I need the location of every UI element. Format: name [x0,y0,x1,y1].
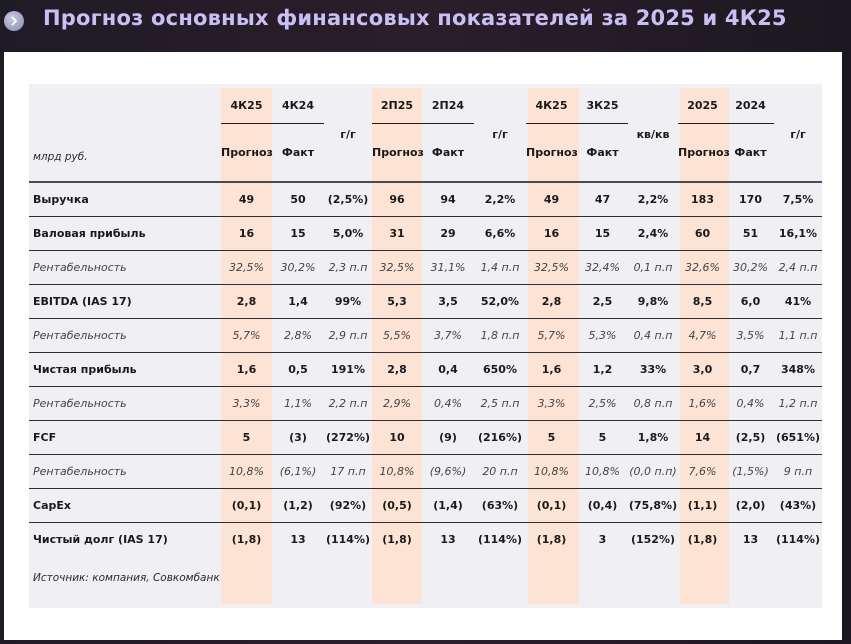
table-cell: 2,9% [372,387,422,421]
table-cell: (0,5) [372,489,422,523]
table-cell: 3,5 [422,285,474,319]
table-cell: 5,3 [372,285,422,319]
table-cell: 0,4 п.п [628,319,678,353]
table-cell: 1,4 [272,285,324,319]
table-cell: (9,6%) [422,455,474,489]
table-cell: 9 п.п [774,455,822,489]
table-cell: 2,2% [628,182,678,217]
table-cell: (75,8%) [628,489,678,523]
table-cell: 1,1 п.п [774,319,822,353]
col-header-period: 2024 [727,88,774,124]
table-body [29,182,822,556]
table-cell: 5 [526,421,577,455]
col-header-change: г/г [340,128,356,141]
col-header-period: 2П25 [372,88,422,124]
col-header-change: г/г [492,128,508,141]
table-cell: 2,9 п.п [324,319,372,353]
table-cell: 2,8 [526,285,577,319]
table-cell: 8,5 [678,285,727,319]
content-card [4,52,842,640]
table-cell: 3,7% [422,319,474,353]
table-row [29,421,822,455]
table-cell: (6,1%) [272,455,324,489]
table-cell: 10 [372,421,422,455]
table-cell: 5,3% [577,319,628,353]
table-cell: 50 [272,182,324,217]
row-label: Рентабельность [29,455,221,489]
table-row [29,489,822,523]
table-cell: 1,2 [577,353,628,387]
table-cell: 1,6 [221,353,272,387]
table-row [29,217,822,251]
table-cell: (114%) [325,533,371,546]
table-cell: (63%) [474,489,526,523]
table-cell: 49 [221,182,272,217]
table-cell: 5,7% [221,319,272,353]
row-label: Чистый долг (IAS 17) [33,533,168,546]
source-note: Источник: компания, Совкомбанк [33,572,220,584]
table-cell: 2,2% [474,182,526,217]
table-cell: 7,6% [678,455,727,489]
table-cell: (114%) [775,533,821,546]
table-cell: 183 [678,182,727,217]
table-cell: 52,0% [474,285,526,319]
table-cell: 2,3 п.п [324,251,372,285]
table-cell: 5,7% [526,319,577,353]
table-cell: 1,4 п.п [474,251,526,285]
row-label: Рентабельность [29,319,221,353]
table-cell: (1,4) [422,489,474,523]
table-cell: 13 [290,533,306,546]
table-cell: 5 [577,421,628,455]
units-label: млрд руб. [33,150,88,163]
table-cell: (2,5%) [324,182,372,217]
table-cell: 10,8% [221,455,272,489]
table-cell: 1,2 п.п [774,387,822,421]
chevron-right-circle-icon [4,11,24,31]
row-label: CapEx [29,489,221,523]
table-cell: 32,5% [372,251,422,285]
table-cell: 99% [324,285,372,319]
table-cell: 3,5% [727,319,774,353]
table-cell: (43%) [774,489,822,523]
table-cell: 41% [774,285,822,319]
table-cell: 17 п.п [324,455,372,489]
table-cell: 191% [324,353,372,387]
table-cell: (92%) [324,489,372,523]
table-cell: 94 [422,182,474,217]
table-cell: 348% [774,353,822,387]
table-cell: 170 [727,182,774,217]
table-cell: 32,4% [577,251,628,285]
table-cell: 2,8 [221,285,272,319]
table-row [29,523,822,557]
table-cell: 0,7 [727,353,774,387]
table-cell: 60 [678,217,727,251]
table-cell: 1,8% [628,421,678,455]
table-cell: (651%) [774,421,822,455]
table-cell: 16 [526,217,577,251]
table-cell: 1,8 п.п [474,319,526,353]
col-header-change: кв/кв [636,128,670,141]
table-row [29,182,822,217]
table-cell: 20 п.п [474,455,526,489]
col-header-period: 2П24 [422,88,474,124]
row-label: Выручка [29,182,221,217]
table-cell: (0,1) [526,489,577,523]
table-cell: 13 [440,533,456,546]
table-cell: 29 [422,217,474,251]
col-header-change: г/г [790,128,806,141]
table-cell: 16 [221,217,272,251]
col-header-type: Факт [586,146,619,159]
table-cell: (3) [272,421,324,455]
table-cell: 32,5% [526,251,577,285]
col-header-period: 4К25 [221,88,272,124]
table-cell: 30,2% [727,251,774,285]
col-header-type: Прогноз [372,146,424,159]
table-cell: (114%) [477,533,523,546]
table-cell: 2,5% [577,387,628,421]
table-cell: (1,8) [382,533,412,546]
col-header-type: Прогноз [526,146,578,159]
table-cell: 13 [742,533,759,546]
row-label: Рентабельность [29,387,221,421]
table-cell: (9) [422,421,474,455]
table-cell: (1,1) [678,489,727,523]
row-label: FCF [29,421,221,455]
table-row [29,387,822,421]
table-cell: 9,8% [628,285,678,319]
table-cell: 5,0% [324,217,372,251]
col-header-period: 4К25 [526,88,577,124]
table-cell: 4,7% [678,319,727,353]
table-cell: 0,4% [727,387,774,421]
table-cell: (1,2) [272,489,324,523]
row-label: Рентабельность [29,251,221,285]
table-cell: 14 [678,421,727,455]
table-cell: 47 [577,182,628,217]
col-header-type: Факт [281,146,315,159]
row-label: Валовая прибыль [29,217,221,251]
table-cell: (216%) [474,421,526,455]
table-cell: (152%) [630,533,676,546]
table-cell: 3,0 [678,353,727,387]
table-cell: 5 [221,421,272,455]
table-cell: 2,2 п.п [324,387,372,421]
table-cell: 51 [727,217,774,251]
table-cell: (0,4) [577,489,628,523]
table-cell: (2,0) [727,489,774,523]
table-cell: 2,5 п.п [474,387,526,421]
table-cell: 31,1% [422,251,474,285]
table-cell: 6,0 [727,285,774,319]
table-cell: 33% [628,353,678,387]
table-cell: 96 [372,182,422,217]
col-header-period: 4К24 [272,88,324,124]
table-cell: 30,2% [272,251,324,285]
table-cell: 0,1 п.п [628,251,678,285]
table-cell: 2,5 [577,285,628,319]
row-label: EBITDA (IAS 17) [29,285,221,319]
table-cell: 1,1% [272,387,324,421]
col-header-type: Факт [431,146,465,159]
table-cell: 2,8% [272,319,324,353]
table-cell: 0,4 [422,353,474,387]
table-cell: 3 [598,533,607,546]
table-cell: (1,8) [536,533,567,546]
table-cell: 3,3% [221,387,272,421]
table-cell: 0,5 [272,353,324,387]
table-cell: 15 [272,217,324,251]
table-cell: 0,4% [422,387,474,421]
table-cell: 2,4 п.п [774,251,822,285]
table-cell: (1,8) [231,533,262,546]
table-cell: 10,8% [526,455,577,489]
table-row [29,353,822,387]
col-header-period: 2025 [678,88,727,124]
table-row [29,319,822,353]
table-cell: 32,5% [221,251,272,285]
col-header-period: 3К25 [577,88,628,124]
table-cell: 1,6% [678,387,727,421]
table-row [29,455,822,489]
table-cell: (1,8) [687,533,718,546]
table-cell: 1,6 [526,353,577,387]
table-cell: 49 [526,182,577,217]
table-cell: (0,0 п.п) [628,455,678,489]
table-cell: 2,8 [372,353,422,387]
table-cell: 2,4% [628,217,678,251]
page-title: Прогноз основных финансовых показателей за 2025 и 4К25 [43,6,787,30]
table-cell: 5,5% [372,319,422,353]
table-cell: 32,6% [678,251,727,285]
table-cell: (0,1) [221,489,272,523]
financial-forecast-table [29,88,822,556]
table-row [29,251,822,285]
table-row [29,285,822,319]
table-cell: 16,1% [774,217,822,251]
row-label: Чистая прибыль [29,353,221,387]
table-cell: (1,5%) [727,455,774,489]
col-header-type: Прогноз [221,146,273,159]
table-cell: 3,3% [526,387,577,421]
table-cell: 15 [577,217,628,251]
table-cell: 0,8 п.п [628,387,678,421]
table-cell: 10,8% [577,455,628,489]
table-cell: 650% [474,353,526,387]
header-bar [0,0,851,48]
col-header-type: Прогноз [678,146,730,159]
table-cell: 7,5% [774,182,822,217]
table-cell: 10,8% [372,455,422,489]
header-row-periods [29,88,822,124]
table-cell: 6,6% [474,217,526,251]
table-cell: 31 [372,217,422,251]
col-header-type: Факт [734,146,767,159]
table-cell: (2,5) [727,421,774,455]
table-cell: (272%) [324,421,372,455]
